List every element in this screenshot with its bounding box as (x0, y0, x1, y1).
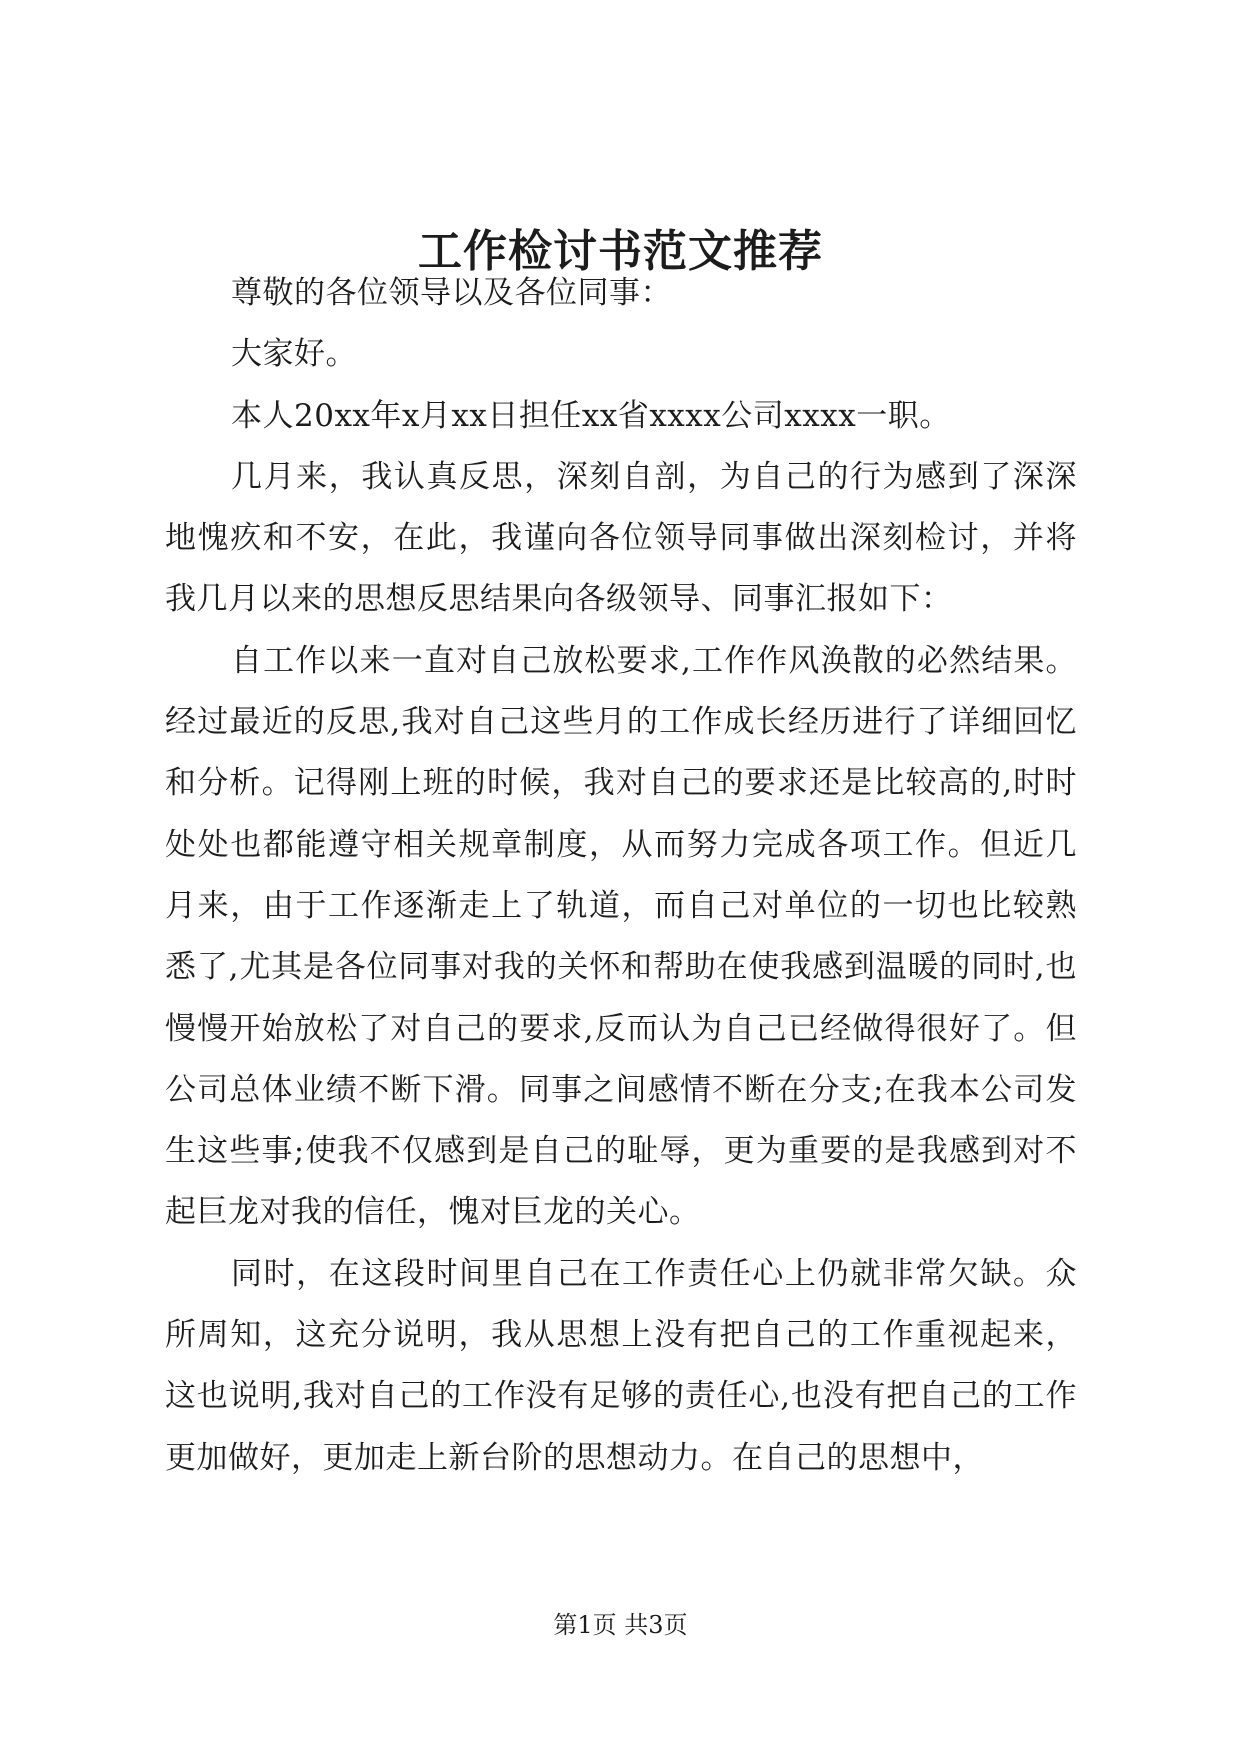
body-paragraph: 几月来，我认真反思，深刻自剖，为自己的行为感到了深深地愧疚和不安，在此，我谨向各位领导同事做出深刻检讨，并将我几月以来的思想反思结果向各级领导、同事汇报如下： (165, 458, 1077, 618)
body-paragraph: 本人20xx年x月xx日担任xx省xxxx公司xxxx一职。 (231, 397, 951, 434)
document-title: 工作检讨书范文推荐 (418, 226, 823, 277)
body-paragraph: 自工作以来一直对自己放松要求,工作作风涣散的必然结果。经过最近的反思,我对自己这些月的工作成长经历进行了详细回忆和分析。记得刚上班的时候，我对自己的要求还是比较高的,时时处处也都能遵守相关规章制度，从而努力完成各项工作。但近几月来，由于工作逐渐走上了轨道，而自己对单位的一切也比较熟悉了,尤其是各位同事对我的关怀和帮助在使我感到温暖的同时,也慢慢开始放松了对自己的要求,反而认为自己已经做得很好了。但公司总体业绩不断下滑。同事之间感情不断在分支;在我本公司发生这些事;使我不仅感到是自己的耻辱，更为重要的是我感到对不起巨龙对我的信任，愧对巨龙的关心。 (165, 642, 1077, 1231)
page-number-footer: 第1页 共3页 (553, 1611, 688, 1639)
body-paragraph: 同时，在这段时间里自己在工作责任心上仍就非常欠缺。众所周知，这充分说明，我从思想上没有把自己的工作重视起来，这也说明,我对自己的工作没有足够的责任心,也没有把自己的工作更加做好，更加走上新台阶的思想动力。在自己的思想中， (165, 1255, 1077, 1476)
document-body (165, 263, 1077, 1489)
greeting: 大家好。 (231, 336, 357, 373)
salutation: 尊敬的各位领导以及各位同事： (231, 275, 672, 311)
